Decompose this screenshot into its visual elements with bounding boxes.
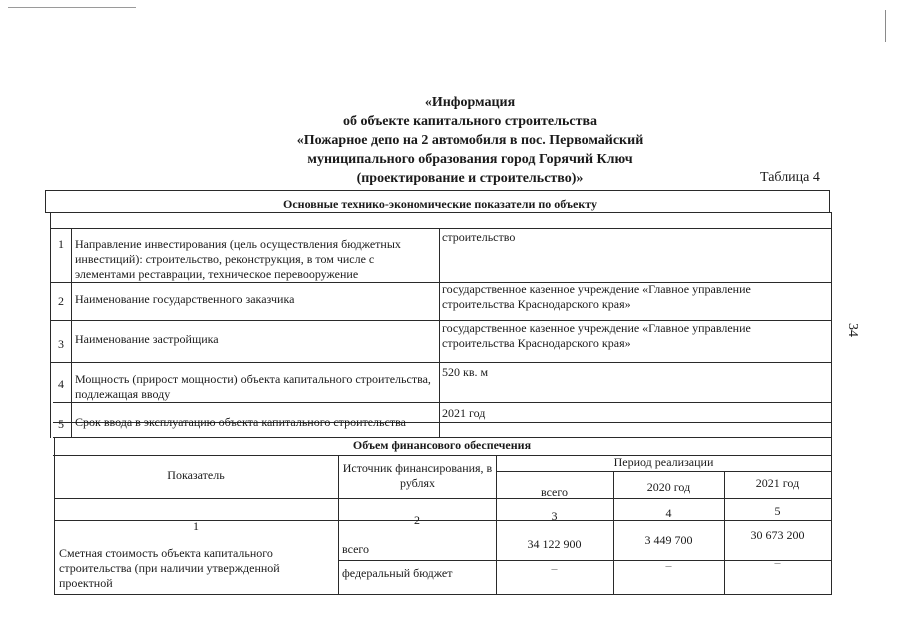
financing-2020: 3 449 700 [644, 533, 693, 547]
grid-line [50, 228, 832, 229]
grid-line [439, 228, 440, 437]
row-number: 4 [58, 377, 64, 391]
title-line-4: муниципального образования город Горячий Ключ [307, 152, 633, 167]
grid-line [51, 362, 832, 363]
row-number: 2 [58, 294, 64, 308]
scan-edge-top [8, 7, 136, 8]
grid-line [45, 212, 831, 213]
column-index: 5 [774, 504, 781, 518]
grid-line [71, 228, 72, 437]
column-index: 3 [551, 509, 558, 523]
row-number: 3 [58, 337, 64, 351]
indicator-name: Наименование государственного заказчика [75, 292, 295, 306]
grid-line [45, 190, 829, 191]
grid-line [45, 190, 46, 212]
column-index: 4 [665, 506, 672, 520]
row-number: 5 [58, 417, 64, 431]
financing-2020: – [665, 558, 672, 572]
column-index: 2 [414, 513, 420, 527]
grid-line [50, 212, 51, 438]
indicator-name: Наименование застройщика [75, 332, 219, 346]
indicator-name: Мощность (прирост мощности) объекта капитального строительства, подлежащая вводу [75, 372, 431, 401]
column-header-total: всего [540, 485, 569, 499]
column-header-indicator: Показатель [167, 468, 225, 482]
column-index: 1 [193, 519, 199, 533]
indicator-value: строительство [442, 230, 516, 244]
grid-line [53, 402, 832, 403]
financing-total: – [551, 561, 558, 575]
page-number: 34 [845, 323, 860, 337]
financing-total: 34 122 900 [527, 537, 582, 551]
indicator-name: Направление инвестирования (цель осуществления бюджетных инвестиций): строительство, реконструкция, в том числе с элементами реставрации, техническое перевооружение [75, 237, 401, 281]
section-heading-financing: Объем финансового обеспечения [352, 438, 532, 452]
indicator-value: государственное казенное учреждение «Главное управление строительства Краснодарского края» [442, 282, 751, 311]
financing-indicator-name: Сметная стоимость объекта капитального строительства (при наличии утвержденной проектной [59, 546, 280, 590]
financing-2021: – [774, 555, 781, 569]
column-header-period: Период реализации [613, 455, 714, 469]
title-line-2: об объекте капитального строительства [342, 114, 598, 129]
document-title [230, 93, 710, 188]
grid-line [55, 594, 831, 595]
title-line-5: (проектирование и строительство)» [356, 171, 584, 186]
grid-line [54, 437, 55, 595]
financing-source: федеральный бюджет [342, 566, 453, 580]
grid-line [831, 212, 832, 595]
grid-line [496, 471, 831, 472]
column-header-source: Источник финансирования, в рублях [342, 461, 493, 490]
financing-source: всего [342, 542, 370, 556]
column-header-2021: 2021 год [755, 476, 800, 490]
indicator-value: 2021 год [442, 406, 486, 420]
scan-edge-right [885, 10, 886, 42]
indicator-name: Срок ввода в эксплуатацию объекта капитального строительства [75, 415, 406, 429]
indicator-value: государственное казенное учреждение «Главное управление строительства Краснодарского края» [442, 321, 751, 350]
indicator-value: 520 кв. м [442, 365, 489, 379]
financing-2021: 30 673 200 [750, 528, 805, 542]
grid-line [55, 498, 831, 499]
title-line-1: «Информация [424, 95, 516, 110]
title-line-3: «Пожарное депо на 2 автомобиля в пос. Первомайский [296, 133, 644, 148]
column-header-2020: 2020 год [646, 480, 691, 494]
row-number: 1 [58, 237, 64, 251]
section-heading-indicators: Основные технико-экономические показатели по объекту [283, 197, 597, 211]
table-number-label: Таблица 4 [760, 170, 820, 185]
